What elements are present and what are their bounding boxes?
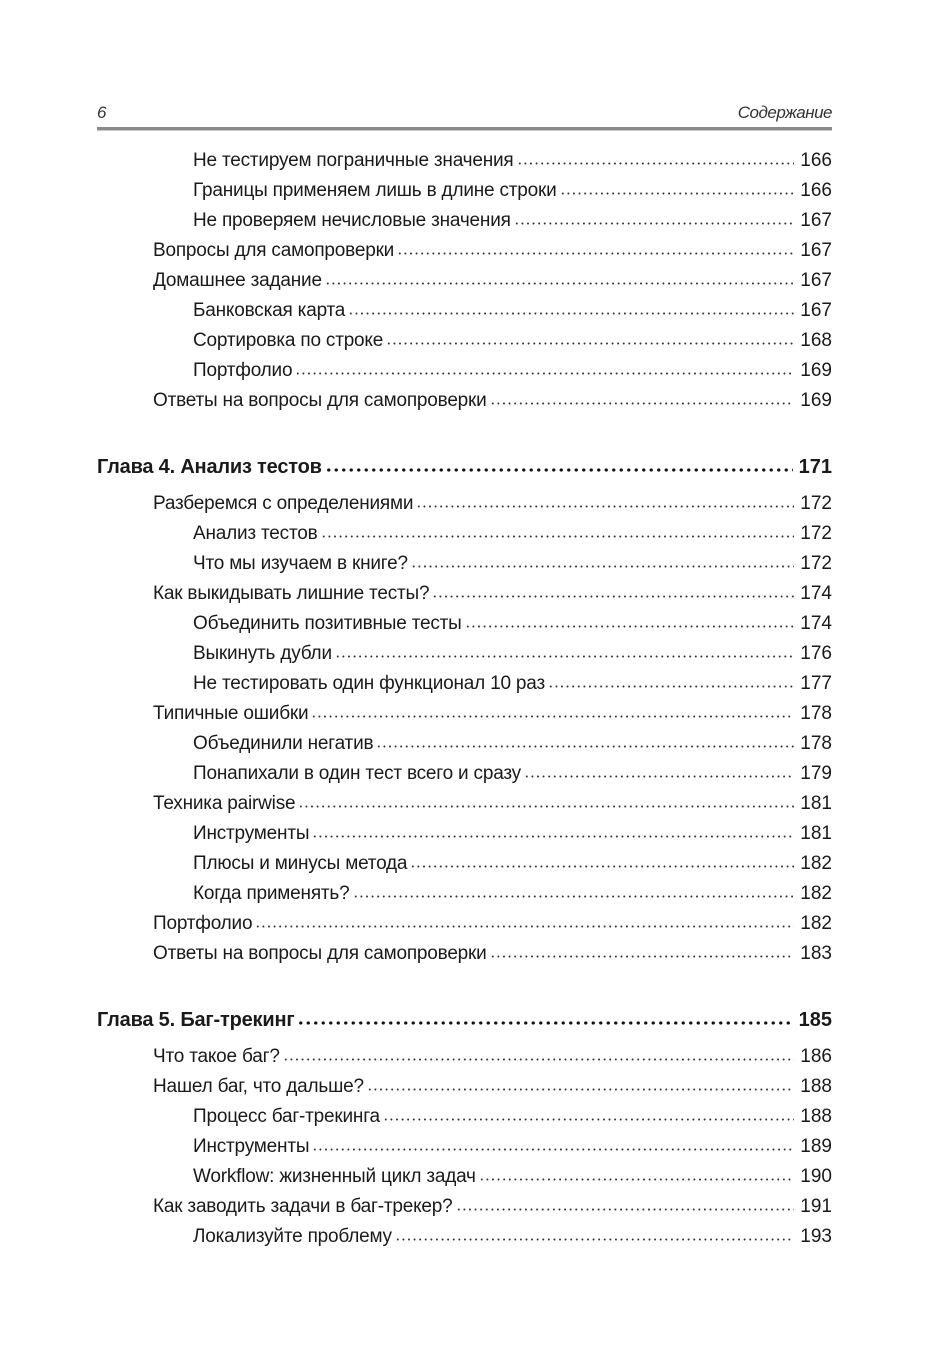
toc-entry-title: Вопросы для самопроверки: [153, 240, 395, 261]
toc-entry-title: Техника pairwise: [153, 793, 296, 814]
toc-entry-title: Как выкидывать лишние тесты?: [153, 583, 430, 604]
toc-entry-page: 177: [800, 673, 832, 694]
toc-entry[interactable]: [97, 1102, 832, 1132]
dot-leader: [283, 1058, 795, 1061]
toc-entry[interactable]: [97, 579, 832, 609]
toc-entry-title: Когда применять?: [193, 883, 350, 904]
toc-entry-title: Границы применяем лишь в длине строки: [193, 180, 557, 201]
toc-entry-page: 172: [800, 553, 832, 574]
toc-entry-page: 167: [800, 270, 832, 291]
toc-entry-title: Не тестировать один функционал 10 раз: [193, 673, 545, 694]
toc-entry[interactable]: [97, 849, 832, 879]
toc-entry-page: 168: [800, 330, 832, 351]
dot-leader: [255, 925, 794, 928]
toc-entry-page: 188: [800, 1076, 832, 1097]
toc-entry-page: 182: [800, 913, 832, 934]
toc-entry[interactable]: [97, 669, 832, 699]
toc-entry-title: Глава 5. Баг-трекинг: [97, 1009, 295, 1031]
dot-leader: [560, 192, 795, 195]
running-title: Содержание: [737, 103, 832, 122]
toc-entry-title: Локализуйте проблему: [193, 1226, 392, 1247]
dot-leader: [298, 805, 794, 808]
dot-leader: [312, 1148, 794, 1151]
toc-entry-page: 169: [800, 360, 832, 381]
toc-entry[interactable]: [97, 236, 832, 266]
toc-entry-page: 183: [800, 943, 832, 964]
toc-entry-title: Объединить позитивные тесты: [193, 613, 462, 634]
toc-entry-page: 167: [800, 240, 832, 261]
toc-entry-page: 178: [800, 703, 832, 724]
toc-entry-page: 193: [800, 1226, 832, 1247]
dot-leader: [311, 715, 794, 718]
toc-entry-page: 182: [800, 853, 832, 874]
toc-entry[interactable]: [97, 939, 832, 969]
dot-leader: [321, 535, 795, 538]
toc-entry-title: Разберемся с определениями: [153, 493, 414, 514]
toc-entry-title: Инструменты: [193, 823, 310, 844]
toc-entry[interactable]: [97, 386, 832, 416]
dot-leader: [383, 1118, 794, 1121]
toc-entry[interactable]: [97, 759, 832, 789]
toc-entry[interactable]: [97, 176, 832, 206]
toc-entry[interactable]: [97, 549, 832, 579]
dot-leader: [297, 1021, 792, 1025]
toc-entry-title: Выкинуть дубли: [193, 643, 332, 664]
toc-entry-page: 189: [800, 1136, 832, 1157]
toc-entry-title: Типичные ошибки: [153, 703, 309, 724]
toc-entry-page: 190: [800, 1166, 832, 1187]
toc-entry[interactable]: [97, 296, 832, 326]
toc-entry-page: 166: [800, 180, 832, 201]
dot-leader: [456, 1208, 795, 1211]
toc-entry-title: Не проверяем нечисловые значения: [193, 210, 511, 231]
toc-entry-page: 191: [800, 1196, 832, 1217]
dot-leader: [416, 505, 794, 508]
toc-entry-title: Глава 4. Анализ тестов: [97, 456, 322, 478]
toc-entry-page: 178: [800, 733, 832, 754]
dot-leader: [490, 955, 795, 958]
dot-leader: [325, 468, 793, 472]
dot-leader: [367, 1088, 794, 1091]
dot-leader: [397, 252, 794, 255]
toc-entry-title: Банковская карта: [193, 300, 346, 321]
dot-leader: [395, 1238, 794, 1241]
toc-entry-page: 181: [800, 793, 832, 814]
toc-entry-page: 182: [800, 883, 832, 904]
toc-entry-page: 167: [800, 210, 832, 231]
toc-entry-page: 174: [800, 583, 832, 604]
dot-leader: [524, 775, 794, 778]
toc-entry-title: Плюсы и минусы метода: [193, 853, 408, 874]
toc-entry-page: 166: [800, 150, 832, 171]
toc-entry-title: Что мы изучаем в книге?: [193, 553, 408, 574]
dot-leader: [353, 895, 795, 898]
toc-entry-page: 181: [800, 823, 832, 844]
toc-entry[interactable]: [97, 879, 832, 909]
dot-leader: [325, 282, 794, 285]
toc-entry-title: Не тестируем пограничные значения: [193, 150, 514, 171]
toc-entry[interactable]: [97, 519, 832, 549]
dot-leader: [517, 162, 795, 165]
toc-entry[interactable]: [97, 266, 832, 296]
dot-leader: [490, 402, 795, 405]
toc-entry-title: Как заводить задачи в баг-трекер?: [153, 1196, 453, 1217]
toc-entry-title: Ответы на вопросы для самопроверки: [153, 943, 487, 964]
toc-entry-title: Понапихали в один тест всего и сразу: [193, 763, 521, 784]
toc-entry-title: Домашнее задание: [153, 270, 322, 291]
toc-entry-page: 172: [800, 493, 832, 514]
toc-entry-page: 174: [800, 613, 832, 634]
dot-leader: [376, 745, 794, 748]
toc-entry[interactable]: [97, 326, 832, 356]
toc-entry[interactable]: [97, 699, 832, 729]
toc-entry-page: 171: [798, 456, 832, 478]
toc-entry[interactable]: [97, 1042, 832, 1072]
toc-entry-page: 188: [800, 1106, 832, 1127]
toc-entry-title: Портфолио: [153, 913, 253, 934]
toc-entry-title: Портфолио: [193, 360, 293, 381]
toc-entry[interactable]: [97, 1192, 832, 1222]
dot-leader: [548, 685, 794, 688]
table-of-contents: [97, 146, 832, 1252]
toc-entry-title: Workflow: жизненный цикл задач: [193, 1166, 476, 1187]
toc-entry[interactable]: [97, 819, 832, 849]
toc-entry-title: Объединили негатив: [193, 733, 374, 754]
dot-leader: [386, 342, 794, 345]
toc-entry[interactable]: [97, 1222, 832, 1252]
dot-leader: [410, 865, 794, 868]
toc-entry[interactable]: [97, 609, 832, 639]
header-rule: [97, 127, 832, 131]
toc-chapter[interactable]: [97, 452, 832, 489]
toc-entry-title: Процесс баг-трекинга: [193, 1106, 380, 1127]
dot-leader: [295, 372, 794, 375]
toc-entry-page: 179: [800, 763, 832, 784]
toc-entry-page: 186: [800, 1046, 832, 1067]
toc-entry[interactable]: [97, 729, 832, 759]
toc-entry[interactable]: [97, 206, 832, 236]
toc-entry[interactable]: [97, 909, 832, 939]
toc-entry-page: 167: [800, 300, 832, 321]
toc-entry-title: Нашел баг, что дальше?: [153, 1076, 364, 1097]
toc-entry-page: 185: [798, 1009, 832, 1031]
toc-entry[interactable]: [97, 489, 832, 519]
toc-entry[interactable]: [97, 1162, 832, 1192]
toc-entry-title: Инструменты: [193, 1136, 310, 1157]
dot-leader: [465, 625, 795, 628]
toc-entry[interactable]: [97, 789, 832, 819]
toc-entry-page: 172: [800, 523, 832, 544]
toc-entry-title: Анализ тестов: [193, 523, 318, 544]
toc-entry[interactable]: [97, 146, 832, 176]
toc-entry-page: 176: [800, 643, 832, 664]
toc-entry-title: Ответы на вопросы для самопроверки: [153, 390, 487, 411]
dot-leader: [335, 655, 794, 658]
running-header: [97, 103, 832, 125]
toc-entry[interactable]: [97, 1072, 832, 1102]
toc-entry[interactable]: [97, 1132, 832, 1162]
toc-entry-title: Что такое баг?: [153, 1046, 280, 1067]
toc-entry[interactable]: [97, 356, 832, 386]
dot-leader: [432, 595, 794, 598]
toc-chapter[interactable]: [97, 1005, 832, 1042]
toc-entry[interactable]: [97, 639, 832, 669]
dot-leader: [479, 1178, 795, 1181]
page-number: 6: [97, 103, 107, 122]
toc-entry-page: 169: [800, 390, 832, 411]
toc-entry-title: Сортировка по строке: [193, 330, 384, 351]
dot-leader: [348, 312, 794, 315]
dot-leader: [514, 222, 795, 225]
dot-leader: [312, 835, 794, 838]
dot-leader: [411, 565, 794, 568]
